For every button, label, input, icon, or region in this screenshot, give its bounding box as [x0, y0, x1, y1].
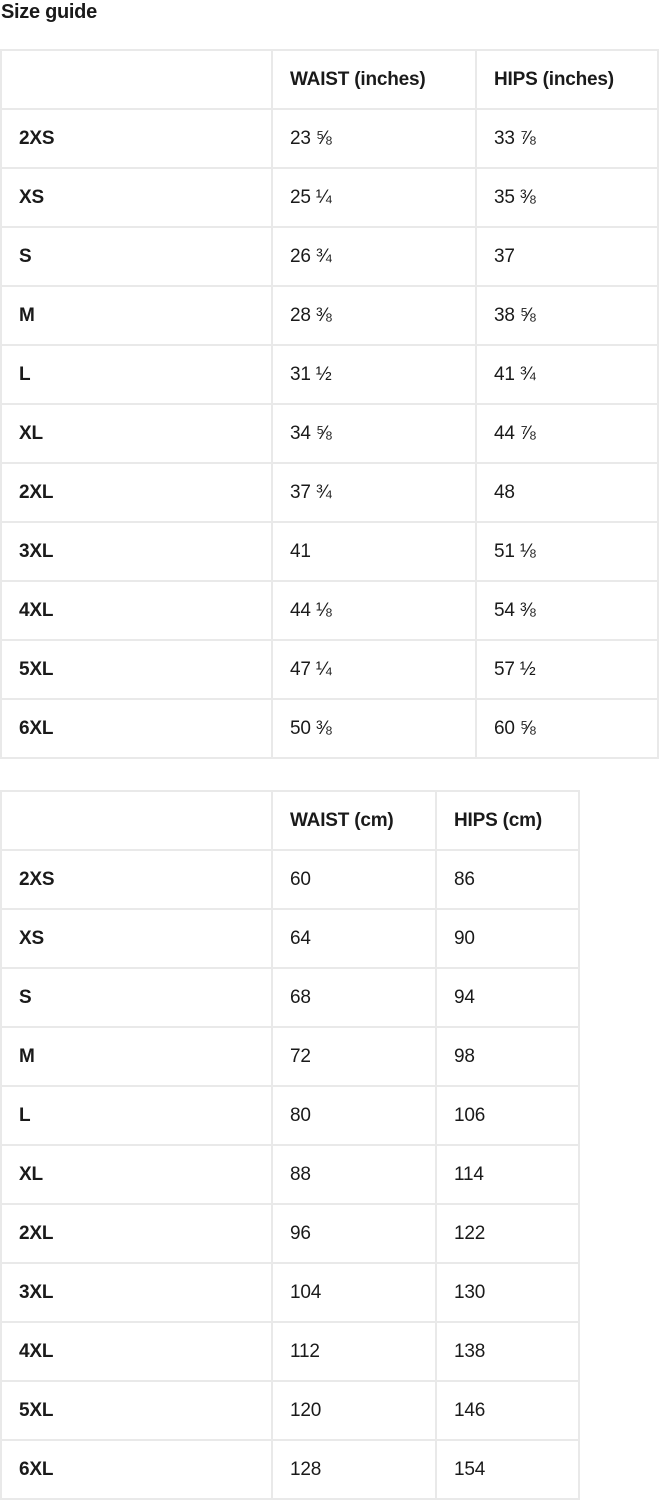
header-size-blank	[1, 50, 272, 109]
hips-value: 33 ⅞	[476, 109, 658, 168]
waist-value: 41	[272, 522, 476, 581]
page-title: Size guide	[1, 1, 97, 23]
size-label: M	[1, 1027, 272, 1086]
hips-value: 60 ⅝	[476, 699, 658, 758]
hips-value: 146	[436, 1381, 579, 1440]
hips-value: 51 ⅛	[476, 522, 658, 581]
header-row	[1, 791, 579, 850]
waist-value: 104	[272, 1263, 436, 1322]
table-row	[1, 1263, 579, 1322]
size-label: 6XL	[1, 699, 272, 758]
waist-value: 112	[272, 1322, 436, 1381]
header-waist-inches: WAIST (inches)	[272, 50, 476, 109]
hips-value: 41 ¾	[476, 345, 658, 404]
size-label: XL	[1, 1145, 272, 1204]
hips-value: 35 ⅜	[476, 168, 658, 227]
size-label: L	[1, 1086, 272, 1145]
size-label: L	[1, 345, 272, 404]
waist-value: 72	[272, 1027, 436, 1086]
hips-value: 90	[436, 909, 579, 968]
header-size-blank	[1, 791, 272, 850]
size-label: M	[1, 286, 272, 345]
size-label: XS	[1, 909, 272, 968]
table-row	[1, 522, 658, 581]
hips-value: 94	[436, 968, 579, 1027]
table-row	[1, 1086, 579, 1145]
waist-value: 47 ¼	[272, 640, 476, 699]
hips-value: 154	[436, 1440, 579, 1499]
waist-value: 26 ¾	[272, 227, 476, 286]
size-label: 5XL	[1, 1381, 272, 1440]
waist-value: 120	[272, 1381, 436, 1440]
waist-value: 68	[272, 968, 436, 1027]
waist-value: 80	[272, 1086, 436, 1145]
size-label: 2XL	[1, 1204, 272, 1263]
size-label: 2XS	[1, 850, 272, 909]
size-label: 3XL	[1, 522, 272, 581]
table-row	[1, 286, 658, 345]
hips-value: 57 ½	[476, 640, 658, 699]
size-label: 4XL	[1, 581, 272, 640]
hips-value: 38 ⅝	[476, 286, 658, 345]
size-label: 5XL	[1, 640, 272, 699]
table-row	[1, 1381, 579, 1440]
table-row	[1, 968, 579, 1027]
size-label: 4XL	[1, 1322, 272, 1381]
size-label: 2XS	[1, 109, 272, 168]
table-row	[1, 109, 658, 168]
waist-value: 96	[272, 1204, 436, 1263]
waist-value: 88	[272, 1145, 436, 1204]
table-row	[1, 699, 658, 758]
hips-value: 98	[436, 1027, 579, 1086]
waist-value: 25 ¼	[272, 168, 476, 227]
size-label: XS	[1, 168, 272, 227]
header-waist-cm: WAIST (cm)	[272, 791, 436, 850]
hips-value: 44 ⅞	[476, 404, 658, 463]
hips-value: 130	[436, 1263, 579, 1322]
table-row	[1, 404, 658, 463]
waist-value: 23 ⅝	[272, 109, 476, 168]
hips-value: 86	[436, 850, 579, 909]
table-row	[1, 640, 658, 699]
size-table-inches	[0, 49, 659, 759]
hips-value: 114	[436, 1145, 579, 1204]
waist-value: 37 ¾	[272, 463, 476, 522]
table-row	[1, 1440, 579, 1499]
header-hips-inches: HIPS (inches)	[476, 50, 658, 109]
header-row	[1, 50, 658, 109]
size-label: XL	[1, 404, 272, 463]
table-row	[1, 1027, 579, 1086]
hips-value: 106	[436, 1086, 579, 1145]
table-row	[1, 909, 579, 968]
hips-value: 37	[476, 227, 658, 286]
hips-value: 54 ⅜	[476, 581, 658, 640]
table-row	[1, 345, 658, 404]
table-row	[1, 1322, 579, 1381]
table-row	[1, 227, 658, 286]
waist-value: 34 ⅝	[272, 404, 476, 463]
hips-value: 122	[436, 1204, 579, 1263]
waist-value: 44 ⅛	[272, 581, 476, 640]
size-label: 2XL	[1, 463, 272, 522]
table-row	[1, 581, 658, 640]
hips-value: 48	[476, 463, 658, 522]
table-row	[1, 850, 579, 909]
header-hips-cm: HIPS (cm)	[436, 791, 579, 850]
table-row	[1, 1145, 579, 1204]
waist-value: 64	[272, 909, 436, 968]
waist-value: 31 ½	[272, 345, 476, 404]
table-row	[1, 463, 658, 522]
waist-value: 28 ⅜	[272, 286, 476, 345]
table-row	[1, 1204, 579, 1263]
waist-value: 50 ⅜	[272, 699, 476, 758]
waist-value: 60	[272, 850, 436, 909]
size-label: S	[1, 968, 272, 1027]
size-label: 6XL	[1, 1440, 272, 1499]
size-label: S	[1, 227, 272, 286]
waist-value: 128	[272, 1440, 436, 1499]
hips-value: 138	[436, 1322, 579, 1381]
table-row	[1, 168, 658, 227]
size-table-cm	[0, 790, 580, 1500]
size-label: 3XL	[1, 1263, 272, 1322]
